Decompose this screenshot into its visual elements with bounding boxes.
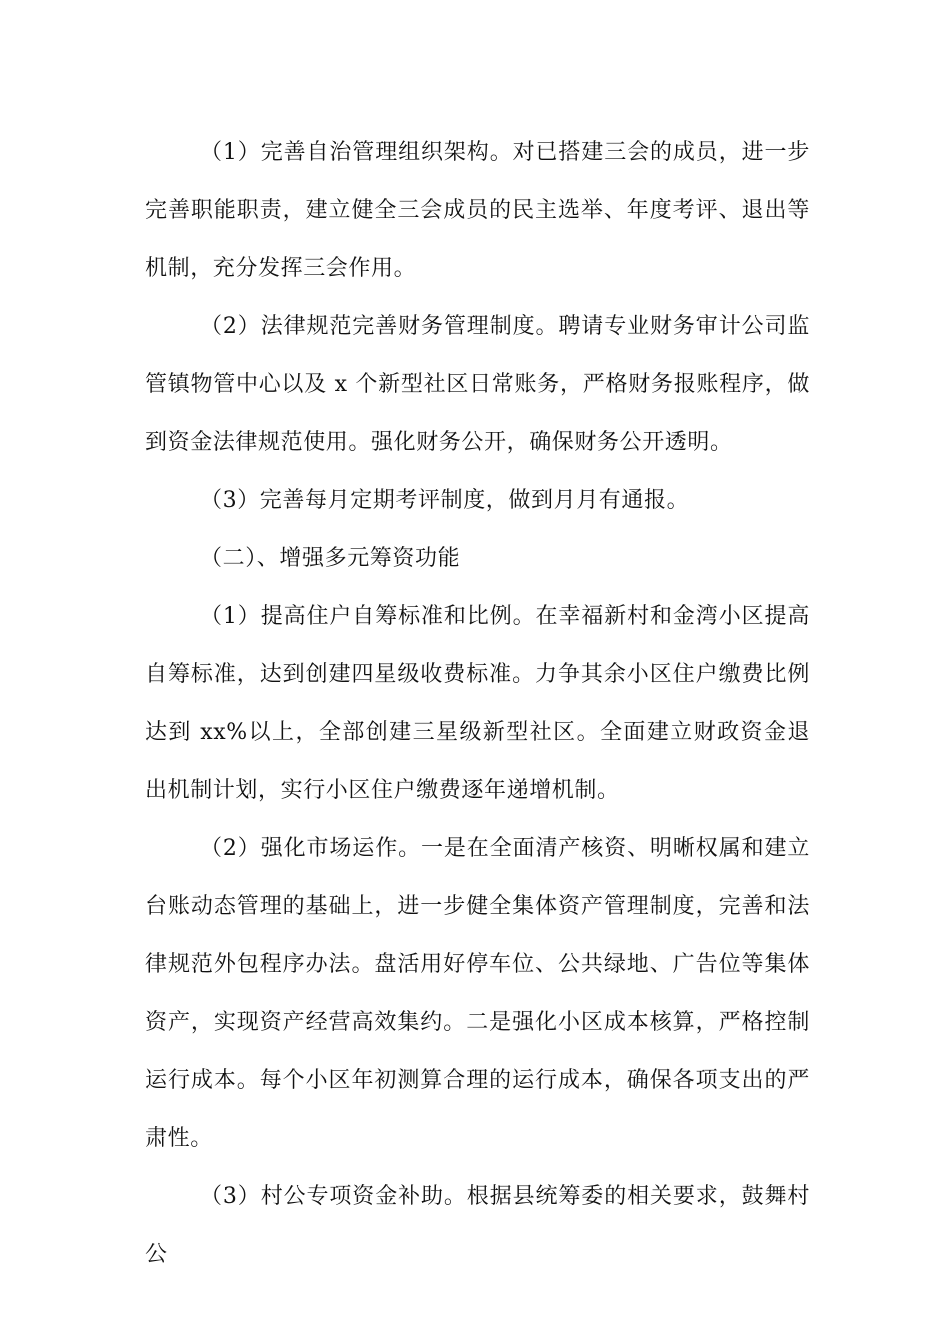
paragraph-special-funds: （3）村公专项资金补助。根据县统筹委的相关要求，鼓舞村公 (145, 1184, 810, 1267)
paragraph-market-operation: （2）强化市场运作。一是在全面清产核资、明晰权属和建立台账动态管理的基础上，进一步健全集体资产管理制度，完善和法律规范外包程序办法。盘活用好停车位、公共绿地、广告位等集体资产，实现资产经营高效集约。二是强化小区成本核算，严格控制运行成本。每个小区年初测算合理的运行成本，确保各项支出的严肃性。 (145, 836, 810, 1151)
paragraph-financial-system: （2）法律规范完善财务管理制度。聘请专业财务审计公司监管镇物管中心以及 x 个新型社区日常账务，严格财务报账程序，做到资金法律规范使用。强化财务公开，确保财务公开透明。 (145, 314, 810, 455)
section-heading-fundraising: （二）、增强多元筹资功能 (200, 546, 461, 571)
paragraph-resident-fundraising: （1）提高住户自筹标准和比例。在幸福新村和金湾小区提高自筹标准，达到创建四星级收费标准。力争其余小区住户缴费比例达到 xx%以上，全部创建三星级新型社区。全面建立财政资金退出机制计划，实行小区住户缴费逐年递增机制。 (145, 604, 810, 803)
document-body (145, 124, 810, 1284)
paragraph-monthly-evaluation: （3）完善每月定期考评制度，做到月月有通报。 (200, 488, 690, 513)
paragraph-management-structure: （1）完善自治管理组织架构。对已搭建三会的成员，进一步完善职能职责，建立健全三会成员的民主选举、年度考评、退出等机制，充分发挥三会作用。 (145, 140, 810, 281)
